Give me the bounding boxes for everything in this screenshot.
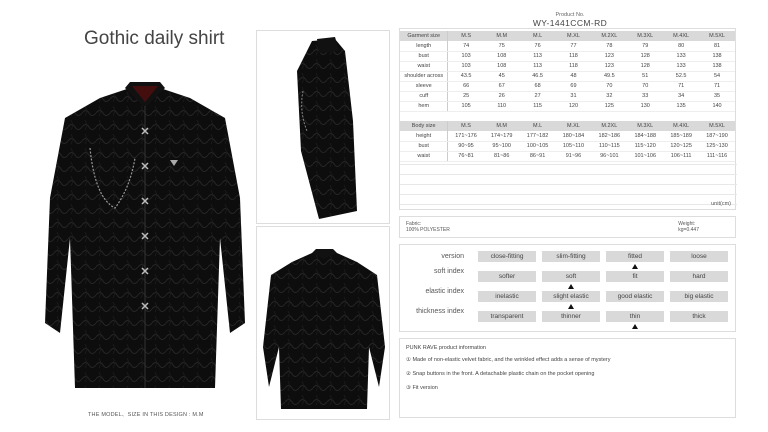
body-header-cell: M.XL [556, 121, 592, 131]
body-cell: 185~189 [663, 131, 699, 141]
garment-cell: 133 [663, 61, 699, 71]
body-cell: 111~116 [699, 151, 735, 161]
garment-header-cell: M.3XL [627, 31, 663, 41]
selected-indicator-icon [568, 284, 574, 289]
garment-cell: 67 [484, 81, 520, 91]
body-row-label: waist [400, 151, 448, 161]
attribute-option: big elastic [670, 291, 728, 302]
garment-cell: 71 [699, 81, 735, 91]
weight-info [678, 221, 699, 233]
garment-header-cell: M.S [448, 31, 484, 41]
body-header-row [400, 121, 735, 131]
garment-cell: 113 [520, 61, 556, 71]
attribute-label: version [441, 253, 464, 260]
garment-cell: 78 [591, 41, 627, 51]
attribute-option: thin [606, 311, 664, 322]
garment-header-cell: M.XL [556, 31, 592, 41]
body-cell: 106~111 [663, 151, 699, 161]
attribute-option: thinner [542, 311, 600, 322]
shirt-side-photo-panel [256, 30, 390, 224]
garment-row [400, 71, 735, 81]
info-item-2: ② Snap buttons in the front. A detachable plastic chain on the pocket opening [406, 371, 595, 377]
garment-header-cell: M.2XL [591, 31, 627, 41]
shirt-back-photo [257, 227, 389, 419]
attribute-option: thick [670, 311, 728, 322]
garment-cell: 103 [448, 61, 484, 71]
garment-row [400, 51, 735, 61]
body-cell: 95~100 [484, 141, 520, 151]
attribute-option: hard [670, 271, 728, 282]
body-header-cell: M.M [484, 121, 520, 131]
garment-cell: 45 [484, 71, 520, 81]
body-cell: 187~190 [699, 131, 735, 141]
garment-header-cell: M.4XL [663, 31, 699, 41]
body-cell: 91~96 [556, 151, 592, 161]
selected-indicator-icon [632, 264, 638, 269]
product-title: Gothic daily shirt [84, 28, 225, 49]
body-header-cell: M.S [448, 121, 484, 131]
body-header-cell: M.5XL [699, 121, 735, 131]
body-row-label: height [400, 131, 448, 141]
shirt-front-photo [40, 78, 250, 398]
body-cell: 182~186 [591, 131, 627, 141]
body-cell: 110~115 [591, 141, 627, 151]
garment-cell: 80 [663, 41, 699, 51]
fabric-value: 100% POLYESTER [406, 227, 450, 233]
garment-cell: 26 [484, 91, 520, 101]
attribute-option: slight elastic [542, 291, 600, 302]
attribute-option: softer [478, 271, 536, 282]
garment-cell: 81 [699, 41, 735, 51]
fabric-weight-box [399, 216, 736, 238]
garment-cell: 74 [448, 41, 484, 51]
model-caption: THE MODEL、SIZE IN THIS DESIGN : M.M [88, 412, 204, 418]
garment-cell: 108 [484, 51, 520, 61]
garment-cell: 68 [520, 81, 556, 91]
attribute-option: slim-fitting [542, 251, 600, 262]
garment-row-label: length [400, 41, 448, 51]
info-item-1: ① Made of non-elastic velvet fabric, and the wrinkled effect adds a sense of mystery [406, 357, 611, 363]
selected-indicator-icon [632, 324, 638, 329]
garment-row [400, 81, 735, 91]
attribute-option: good elastic [606, 291, 664, 302]
weight-value: kg=0.447 [678, 227, 699, 233]
attribute-label: elastic index [425, 288, 464, 295]
info-heading: PUNK RAVE product information [406, 345, 486, 351]
product-info-box [399, 338, 736, 418]
garment-cell: 34 [663, 91, 699, 101]
body-cell: 100~105 [520, 141, 556, 151]
product-number: WY-1441CCM-RD [532, 18, 608, 28]
garment-cell: 113 [520, 51, 556, 61]
attribute-option: fit [606, 271, 664, 282]
garment-cell: 70 [591, 81, 627, 91]
garment-size-table [400, 31, 735, 112]
attribute-option: soft [542, 271, 600, 282]
garment-row-label: shoulder across [400, 71, 448, 81]
info-item-3: ③ Fit version [406, 385, 438, 391]
garment-header-cell: M.M [484, 31, 520, 41]
body-cell: 125~130 [699, 141, 735, 151]
attribute-option: inelastic [478, 291, 536, 302]
garment-cell: 118 [556, 51, 592, 61]
garment-cell: 43.5 [448, 71, 484, 81]
garment-row [400, 91, 735, 101]
garment-cell: 103 [448, 51, 484, 61]
garment-cell: 120 [556, 101, 592, 111]
attribute-label: thickness index [416, 308, 464, 315]
garment-cell: 49.5 [591, 71, 627, 81]
body-cell: 177~182 [520, 131, 556, 141]
body-cell: 184~188 [627, 131, 663, 141]
attribute-indices [399, 244, 736, 332]
shirt-back-photo-panel [256, 226, 390, 420]
garment-cell: 31 [556, 91, 592, 101]
garment-cell: 135 [663, 101, 699, 111]
size-chart [399, 28, 736, 210]
fabric-info [406, 221, 450, 233]
garment-cell: 140 [699, 101, 735, 111]
garment-row-label: bust [400, 51, 448, 61]
body-cell: 115~120 [627, 141, 663, 151]
garment-cell: 105 [448, 101, 484, 111]
body-cell: 86~91 [520, 151, 556, 161]
garment-row-label: sleeve [400, 81, 448, 91]
body-cell: 96~101 [591, 151, 627, 161]
garment-cell: 54 [699, 71, 735, 81]
empty-rows [400, 155, 737, 205]
body-cell: 174~179 [484, 131, 520, 141]
body-cell: 105~110 [556, 141, 592, 151]
body-header-cell: M.2XL [591, 121, 627, 131]
garment-header-row [400, 31, 735, 41]
body-row [400, 131, 735, 141]
body-header-cell: M.L [520, 121, 556, 131]
garment-cell: 123 [591, 51, 627, 61]
garment-cell: 75 [484, 41, 520, 51]
garment-row [400, 41, 735, 51]
garment-cell: 33 [627, 91, 663, 101]
garment-cell: 52.5 [663, 71, 699, 81]
garment-cell: 48 [556, 71, 592, 81]
attribute-option: transparent [478, 311, 536, 322]
garment-header-cell: M.5XL [699, 31, 735, 41]
body-header-cell: M.3XL [627, 121, 663, 131]
shirt-side-photo [257, 31, 389, 223]
garment-cell: 128 [627, 61, 663, 71]
garment-cell: 118 [556, 61, 592, 71]
body-cell: 76~81 [448, 151, 484, 161]
garment-cell: 138 [699, 51, 735, 61]
garment-row [400, 61, 735, 71]
garment-cell: 128 [627, 51, 663, 61]
garment-cell: 77 [556, 41, 592, 51]
body-header-cell: Body size [400, 121, 448, 131]
body-cell: 90~95 [448, 141, 484, 151]
garment-cell: 123 [591, 61, 627, 71]
attribute-option: close-fitting [478, 251, 536, 262]
body-cell: 120~125 [663, 141, 699, 151]
garment-row-label: cuff [400, 91, 448, 101]
garment-cell: 27 [520, 91, 556, 101]
garment-cell: 35 [699, 91, 735, 101]
weight-label: Weight: [678, 221, 696, 227]
body-cell: 101~106 [627, 151, 663, 161]
garment-cell: 115 [520, 101, 556, 111]
body-row-label: bust [400, 141, 448, 151]
garment-row-label: hem [400, 101, 448, 111]
garment-cell: 46.5 [520, 71, 556, 81]
garment-cell: 130 [627, 101, 663, 111]
attribute-label: soft index [434, 268, 464, 275]
garment-cell: 51 [627, 71, 663, 81]
body-cell: 171~176 [448, 131, 484, 141]
garment-cell: 133 [663, 51, 699, 61]
garment-cell: 32 [591, 91, 627, 101]
garment-cell: 71 [663, 81, 699, 91]
body-cell: 81~86 [484, 151, 520, 161]
garment-header-cell: Garment size [400, 31, 448, 41]
body-cell: 180~184 [556, 131, 592, 141]
garment-cell: 25 [448, 91, 484, 101]
fabric-label: Fabric: [406, 221, 422, 227]
product-number-label: Product No. [555, 12, 585, 18]
garment-cell: 70 [627, 81, 663, 91]
garment-cell: 66 [448, 81, 484, 91]
garment-row [400, 101, 735, 111]
selected-indicator-icon [568, 304, 574, 309]
body-row [400, 141, 735, 151]
garment-cell: 108 [484, 61, 520, 71]
garment-cell: 110 [484, 101, 520, 111]
unit-label: unit(cm) [711, 201, 731, 207]
garment-cell: 125 [591, 101, 627, 111]
body-header-cell: M.4XL [663, 121, 699, 131]
attribute-option: loose [670, 251, 728, 262]
garment-header-cell: M.L [520, 31, 556, 41]
garment-cell: 138 [699, 61, 735, 71]
garment-cell: 69 [556, 81, 592, 91]
product-number-block [500, 12, 640, 28]
attribute-option: fitted [606, 251, 664, 262]
garment-cell: 76 [520, 41, 556, 51]
garment-cell: 79 [627, 41, 663, 51]
garment-row-label: waist [400, 61, 448, 71]
